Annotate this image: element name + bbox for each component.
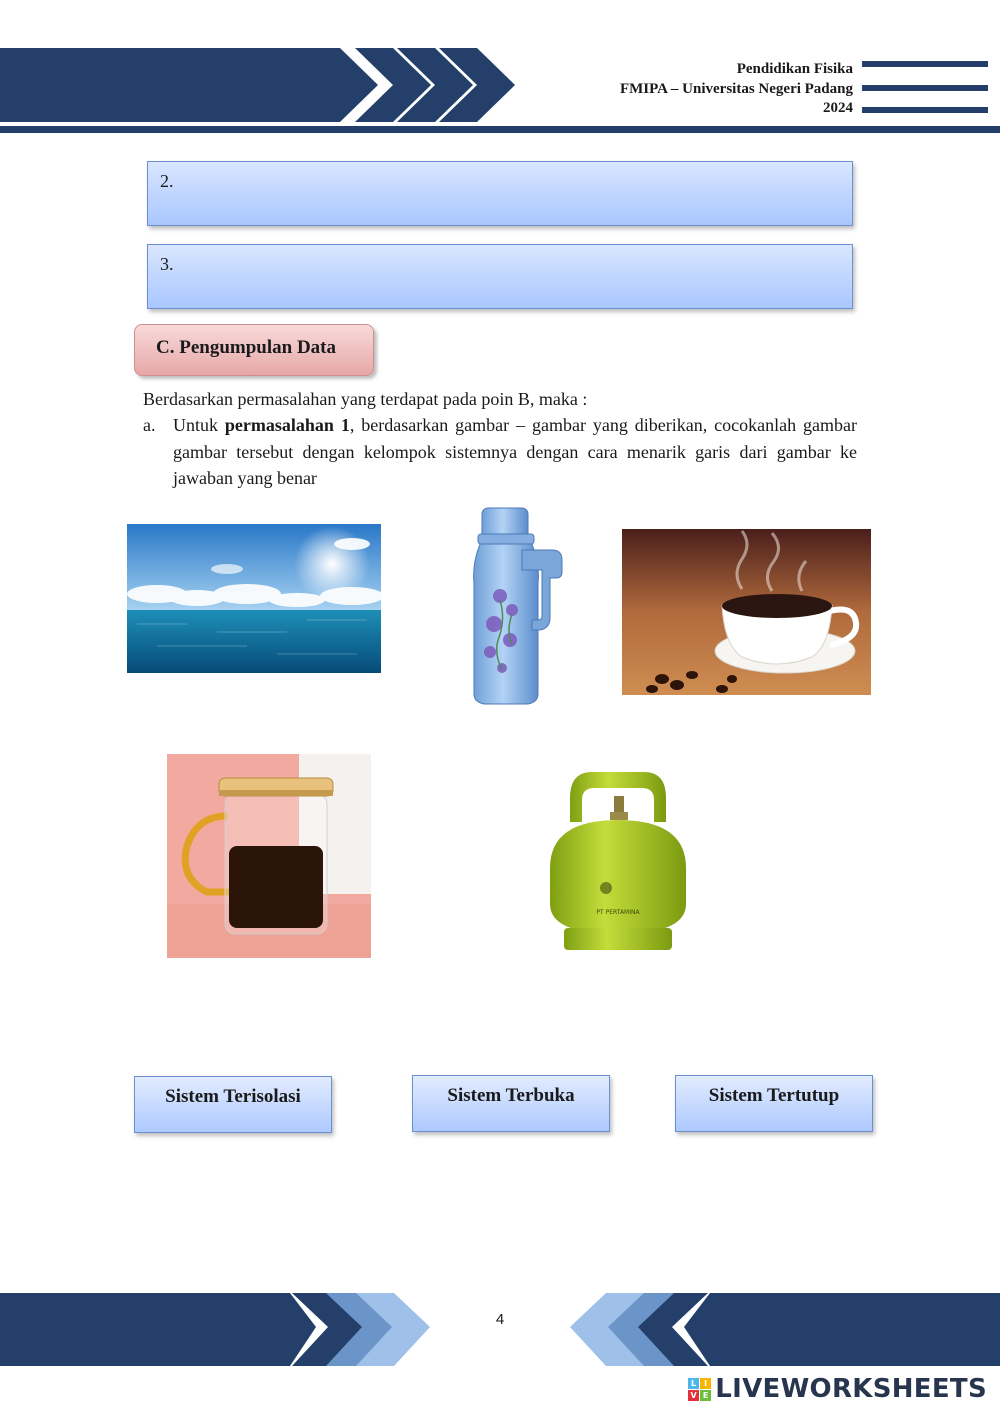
option-sistem-terisolasi[interactable] xyxy=(134,1076,332,1133)
header-faculty: FMIPA – Universitas Negeri Padang xyxy=(619,80,853,97)
answer-box-2[interactable] xyxy=(147,161,853,226)
section-heading xyxy=(134,324,374,376)
section-title: C. Pengumpulan Data xyxy=(156,337,336,358)
item-marker: a. xyxy=(143,415,156,435)
logo-letter: V xyxy=(688,1390,699,1401)
answer-box-label: 3. xyxy=(160,254,174,274)
tea-jar-image[interactable] xyxy=(167,754,371,958)
answer-box-3[interactable] xyxy=(147,244,853,309)
header-year: 2024 xyxy=(823,100,853,116)
intro-text: Berdasarkan permasalahan yang terdapat pada poin B, maka : xyxy=(143,389,588,409)
liveworksheets-brand[interactable] xyxy=(688,1374,987,1404)
header-department: Pendidikan Fisika xyxy=(736,61,853,77)
gas-cylinder-image[interactable] xyxy=(540,768,696,958)
option-sistem-tertutup[interactable] xyxy=(675,1075,873,1132)
ocean-image[interactable] xyxy=(127,524,381,673)
footer-banner xyxy=(0,1280,1000,1380)
option-label: Sistem Terbuka xyxy=(447,1085,575,1106)
logo-letter: E xyxy=(700,1390,711,1401)
answer-box-label: 2. xyxy=(160,171,174,191)
option-sistem-terbuka[interactable] xyxy=(412,1075,610,1132)
thermos-image[interactable] xyxy=(460,500,570,708)
logo-letter: L xyxy=(688,1378,699,1389)
option-label: Sistem Tertutup xyxy=(708,1085,840,1106)
option-label: Sistem Terisolasi xyxy=(165,1086,301,1107)
page-number: 4 xyxy=(495,1311,505,1328)
instruction-text xyxy=(173,412,857,492)
header-institution xyxy=(620,60,853,119)
instruction-bold: permasalahan 1 xyxy=(224,415,350,435)
logo-letter: I xyxy=(700,1378,711,1389)
instruction-lead: Untuk xyxy=(173,415,225,435)
instruction-body: , berdasarkan gambar – gambar yang diberikan, cocokanlah gambar gambar tersebut dengan kelompok sistemnya dengan cara menarik garis dari gambar ke jawaban yang benar xyxy=(173,415,858,488)
gas-cylinder-text: PT PERTAMINA xyxy=(596,909,640,916)
coffee-image[interactable] xyxy=(622,529,871,695)
liveworksheets-logo-icon xyxy=(688,1378,711,1401)
brand-name: LIVEWORKSHEETS xyxy=(715,1374,987,1404)
